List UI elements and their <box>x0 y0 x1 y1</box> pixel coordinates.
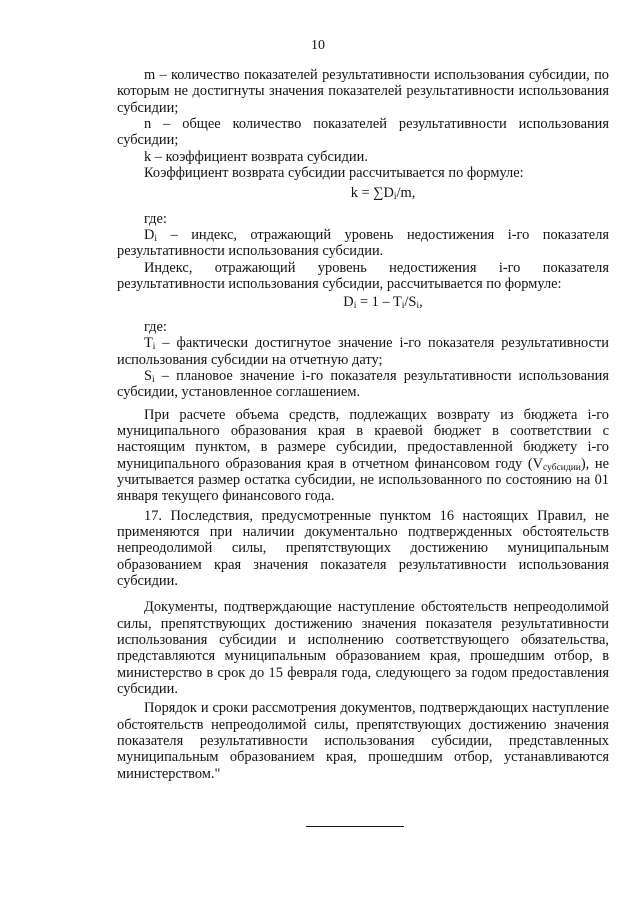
paragraph-k-formula-intro: Коэффициент возврата субсидии рассчитывается по формуле: <box>144 165 524 182</box>
paragraph-si-definition <box>117 368 609 401</box>
ti-subscript: i <box>152 342 156 353</box>
where-label-1: где: <box>144 210 167 227</box>
paragraph-refund-calculation <box>117 407 609 505</box>
refund-text-before: При расчете объема средств, подлежащих возврату из бюджета i-го муниципального образования края в краевой бюджет в соответствии с настоящим пунктом, в размере субсидии, предоставленной бюджету i-го муниципального образования края в отчетном финансовом году (V <box>117 406 609 472</box>
paragraph-m-definition: m – количество показателей результативности использования субсидии, по которым не достигнуты значения показателей результативности использования субсидии; <box>117 67 609 116</box>
di-subscript: i <box>154 234 158 245</box>
paragraph-force-majeure-documents: Документы, подтверждающие наступление обстоятельств непреодолимой силы, препятствующих достижению значения показателя результативности использования субсидии и исполнению соответствующего обязательства, представляются муниципальным образованием края, прошедшим отбор, в министерство в срок до 15 февраля года, следующего за годом предоставления субсидии. <box>117 599 609 698</box>
paragraph-k-definition: k – коэффициент возврата субсидии. <box>144 148 368 165</box>
formula-di-d: , <box>419 294 423 311</box>
formula-k <box>117 185 609 201</box>
formula-di-c: /S <box>404 294 417 311</box>
ti-symbol: T <box>144 335 153 352</box>
formula-k-subscript: i <box>393 192 397 203</box>
si-text: – плановое значение i-го показателя результативности использования субсидии, установленное соглашением. <box>117 367 609 401</box>
si-subscript: i <box>152 374 155 385</box>
page-number: 10 <box>311 38 325 53</box>
formula-di-a-sub: i <box>353 301 357 312</box>
formula-di-c-sub: i <box>416 301 420 312</box>
document-body <box>117 67 609 782</box>
formula-di-b: = 1 – T <box>356 294 402 311</box>
refund-text-after: ), не учитывается размер остатка субсидии, не использованного по состоянию на 01 января текущего финансового года. <box>117 455 609 505</box>
di-text: – индекс, отражающий уровень недостижения i-го показателя результативности использования субсидии. <box>117 227 609 260</box>
formula-k-lhs: k = ∑D <box>350 185 394 202</box>
formula-di-a: D <box>343 294 354 311</box>
formula-di <box>117 294 609 310</box>
formula-k-rhs: /m, <box>396 185 416 202</box>
closing-rule <box>306 826 404 827</box>
paragraph-di-formula-intro: Индекс, отражающий уровень недостижения i-го показателя результативности использования субсидии, рассчитывается по формуле: <box>117 259 609 293</box>
paragraph-di-definition <box>117 227 609 260</box>
formula-di-b-sub: i <box>401 301 405 312</box>
paragraph-clause-17: 17. Последствия, предусмотренные пунктом 16 настоящих Правил, не применяются при наличии документально подтвержденных обстоятельств непреодолимой силы, препятствующих достижению муниципальным образованием края значения показателя результативности использования субсидии. <box>117 507 609 589</box>
paragraph-n-definition: n – общее количество показателей результативности использования субсидии; <box>117 116 609 149</box>
si-symbol: S <box>144 367 153 384</box>
refund-v-subscript: субсидии <box>543 462 581 473</box>
where-label-2: где: <box>144 318 167 335</box>
ti-text: – фактически достигнутое значение i-го показателя результативности использования субсидии на отчетную дату; <box>117 335 609 368</box>
di-symbol: D <box>144 227 155 244</box>
paragraph-review-procedure: Порядок и сроки рассмотрения документов, подтверждающих наступление обстоятельств непреодолимой силы, препятствующих достижению значения показателя результативности использования субсидии, представленных муниципальным образованием края, прошедшим отбор, устанавливаются министерством." <box>117 700 609 782</box>
paragraph-ti-definition <box>117 335 609 368</box>
